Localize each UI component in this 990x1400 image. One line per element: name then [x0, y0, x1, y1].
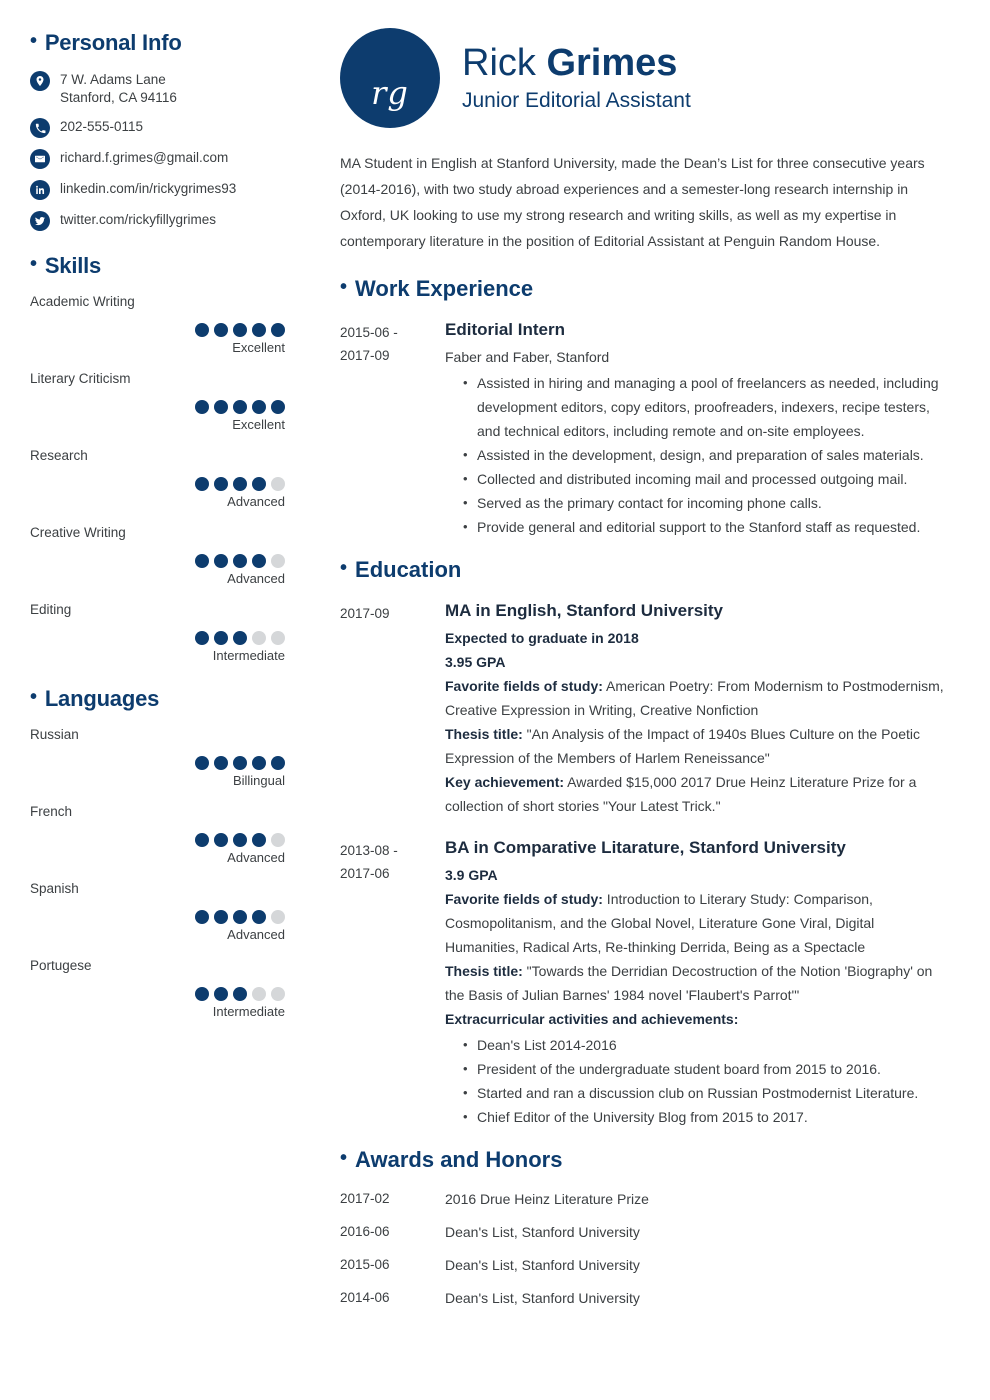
rating-dot-filled	[252, 477, 266, 491]
skill-item	[30, 601, 305, 664]
education-detail-line	[445, 887, 952, 959]
education-detail-label: Thesis title:	[445, 963, 523, 979]
skill-item	[30, 293, 305, 356]
skill-item-rating	[30, 631, 305, 664]
skill-item-level: Advanced	[227, 571, 285, 586]
award-name: Dean's List, Stanford University	[445, 1224, 640, 1240]
rating-dot-filled	[252, 554, 266, 568]
bullet-item: • Dean's List 2014-2016	[463, 1033, 952, 1057]
bullet-item: • Chief Editor of the University Blog from 2015 to 2017.	[463, 1105, 952, 1129]
awards-heading-label: Awards and Honors	[355, 1147, 563, 1172]
award-date: 2016-06	[340, 1224, 390, 1239]
education-entry-date	[340, 599, 445, 818]
education-strong-line: Expected to graduate in 2018	[445, 630, 639, 646]
education-entry-title: MA in English, Stanford University	[445, 601, 724, 620]
rating-dot-filled	[233, 477, 247, 491]
rating-dot-filled	[214, 554, 228, 568]
education-entry-body	[445, 836, 952, 1129]
heading-bullet-icon: •	[340, 557, 348, 579]
date-line-1: 2017-09	[340, 606, 390, 621]
contact-text-line2: Stanford, CA 94116	[60, 90, 177, 105]
avatar-monogram: rg	[340, 28, 440, 128]
work-experience-heading	[340, 276, 952, 302]
language-item-label: Russian	[30, 727, 79, 742]
envelope-icon	[30, 149, 50, 169]
award-row	[340, 1255, 952, 1275]
rating-dot-filled	[195, 987, 209, 1001]
date-line-1: 2015-06 -	[340, 325, 398, 340]
contact-text[interactable]: twitter.com/rickyfillygrimes	[60, 212, 217, 227]
award-row	[340, 1222, 952, 1242]
language-item-level: Billingual	[232, 773, 285, 788]
rating-dot-filled	[271, 400, 285, 414]
work-entry-date	[340, 318, 445, 539]
contact-list	[30, 70, 305, 231]
contact-row	[30, 70, 305, 107]
education-entry	[340, 836, 952, 1129]
contact-text[interactable]: 7 W. Adams Lane Stanford, CA 94116	[60, 72, 177, 105]
rating-dot-filled	[195, 910, 209, 924]
heading-bullet-icon: •	[340, 1147, 348, 1169]
awards-section	[340, 1147, 952, 1308]
rating-dot-empty	[271, 631, 285, 645]
education-detail-line	[445, 674, 952, 722]
education-detail-text: Introduction to Literary Study: Comparison, Cosmopolitanism, and the Global Novel, Literature Gone Viral, Digital Humanities, Radical Arts, Re-thinking Derrida, Being as a Spectacle	[445, 891, 875, 955]
bullet-item: • Assisted in the development, design, and preparation of sales materials.	[463, 443, 952, 467]
education-bullets-heading: Extracurricular activities and achievements:	[445, 1011, 739, 1027]
contact-text[interactable]: richard.f.grimes@gmail.com	[60, 150, 229, 165]
language-item-label: Spanish	[30, 881, 79, 896]
education-entry	[340, 599, 952, 818]
bullet-item: • Collected and distributed incoming mail and processed outgoing mail.	[463, 467, 952, 491]
rating-dot-filled	[233, 400, 247, 414]
bullet-item: • Served as the primary contact for incoming phone calls.	[463, 491, 952, 515]
skill-item-label: Editing	[30, 602, 72, 617]
education-detail-label: Favorite fields of study:	[445, 678, 603, 694]
skills-heading-label: Skills	[44, 253, 102, 278]
award-row	[340, 1189, 952, 1209]
education-detail-label: Thesis title:	[445, 726, 523, 742]
rating-dot-empty	[271, 554, 285, 568]
rating-dot-filled	[233, 910, 247, 924]
language-item	[30, 726, 305, 789]
page-title	[462, 41, 691, 85]
rating-dot-empty	[271, 910, 285, 924]
rating-dots[interactable]	[30, 987, 285, 1001]
rating-dots[interactable]	[30, 323, 285, 337]
rating-dot-filled	[214, 323, 228, 337]
rating-dot-filled	[252, 756, 266, 770]
language-item-rating	[30, 910, 305, 943]
profile-summary: MA Student in English at Stanford University, made the Dean’s List for three consecutive years (2014-2016), with two study abroad experiences and a semester-long research internship in Oxford, UK looking to use my strong research and writing skills, as well as my expertise in contemporary literature in the position of Editorial Assistant at Penguin Random House.	[340, 155, 925, 249]
last-name: Grimes	[546, 42, 678, 84]
languages-heading-label: Languages	[44, 686, 160, 711]
work-entry-list	[340, 318, 952, 539]
rating-dot-filled	[195, 554, 209, 568]
main-content	[330, 0, 990, 1400]
education-detail-line	[445, 722, 952, 770]
language-item-rating	[30, 756, 305, 789]
rating-dot-filled	[252, 323, 266, 337]
phone-icon	[30, 118, 50, 138]
skills-heading	[30, 253, 305, 279]
rating-dot-empty	[252, 987, 266, 1001]
heading-bullet-icon: •	[30, 30, 37, 52]
rating-dot-filled	[252, 833, 266, 847]
language-item	[30, 957, 305, 1020]
skill-item-rating	[30, 477, 305, 510]
bullet-item: • Provide general and editorial support to the Stanford staff as requested.	[463, 515, 952, 539]
education-detail-label: Favorite fields of study:	[445, 891, 603, 907]
contact-row	[30, 179, 305, 200]
rating-dots[interactable]	[30, 631, 285, 645]
education-detail-text: Awarded $15,000 2017 Drue Heinz Literature Prize for a collection of short stories "Your Latest Trick."	[445, 774, 917, 814]
education-entry-title: BA in Comparative Litarature, Stanford University	[445, 838, 846, 857]
education-strong-line: 3.95 GPA	[445, 654, 506, 670]
language-item-rating	[30, 833, 305, 866]
language-item-level: Intermediate	[212, 1004, 285, 1019]
rating-dots[interactable]	[30, 756, 285, 770]
language-item-label: Portugese	[30, 958, 92, 973]
rating-dot-filled	[252, 400, 266, 414]
award-name: Dean's List, Stanford University	[445, 1257, 640, 1273]
job-title: Junior Editorial Assistant	[462, 89, 691, 112]
education-detail-line	[445, 770, 952, 818]
location-pin-icon	[30, 71, 50, 91]
education-detail-line	[445, 959, 952, 1007]
rating-dot-filled	[271, 756, 285, 770]
rating-dot-filled	[214, 631, 228, 645]
rating-dot-empty	[271, 833, 285, 847]
date-line-2: 2017-09	[340, 348, 390, 363]
skill-item-level: Excellent	[232, 340, 285, 355]
award-name: Dean's List, Stanford University	[445, 1290, 640, 1306]
languages-list	[30, 726, 305, 1020]
language-item-level: Advanced	[227, 927, 285, 942]
twitter-icon	[30, 211, 50, 231]
rating-dot-empty	[271, 477, 285, 491]
skill-item	[30, 447, 305, 510]
rating-dot-filled	[271, 323, 285, 337]
skill-item	[30, 370, 305, 433]
awards-list	[340, 1189, 952, 1308]
awards-heading	[340, 1147, 952, 1173]
education-section	[340, 557, 952, 1129]
rating-dot-filled	[214, 910, 228, 924]
rating-dot-filled	[214, 756, 228, 770]
skill-item-rating	[30, 400, 305, 433]
contact-row	[30, 117, 305, 138]
skill-item-level: Excellent	[232, 417, 285, 432]
skill-item-rating	[30, 554, 305, 587]
language-item	[30, 803, 305, 866]
name-block	[462, 41, 691, 115]
contact-row	[30, 148, 305, 169]
rating-dots[interactable]	[30, 833, 285, 847]
skill-item	[30, 524, 305, 587]
contact-row	[30, 210, 305, 231]
education-heading-label: Education	[355, 557, 462, 582]
date-line-1: 2013-08 -	[340, 843, 398, 858]
rating-dot-filled	[214, 477, 228, 491]
education-detail-text: "An Analysis of the Impact of 1940s Blues Culture on the Poetic Expression of the Members of Harlem Reneissance"	[445, 726, 920, 766]
skill-item-level: Intermediate	[212, 648, 285, 663]
skill-item-label: Creative Writing	[30, 525, 126, 540]
work-entry-bullets	[445, 371, 952, 539]
education-entry-bullets	[445, 1033, 952, 1129]
skill-item-label: Academic Writing	[30, 294, 135, 309]
heading-bullet-icon: •	[30, 686, 37, 708]
work-entry	[340, 318, 952, 539]
education-entry-list	[340, 599, 952, 1129]
education-detail-text: American Poetry: From Modernism to Postmodernism, Creative Expression in Writing, Creative Nonfiction	[445, 678, 944, 718]
bullet-item: • Started and ran a discussion club on Russian Postmodernist Literature.	[463, 1081, 952, 1105]
work-experience-section	[340, 276, 952, 539]
personal-info-heading	[30, 30, 305, 56]
rating-dot-filled	[195, 323, 209, 337]
award-date: 2014-06	[340, 1290, 390, 1305]
work-entry-title: Editorial Intern	[445, 320, 565, 339]
skill-item-rating	[30, 323, 305, 356]
award-date: 2017-02	[340, 1191, 390, 1206]
heading-bullet-icon: •	[30, 253, 37, 275]
education-heading	[340, 557, 952, 583]
rating-dot-filled	[195, 631, 209, 645]
work-experience-heading-label: Work Experience	[355, 276, 534, 301]
rating-dot-filled	[195, 400, 209, 414]
bullet-item: • President of the undergraduate student board from 2015 to 2016.	[463, 1057, 952, 1081]
rating-dot-filled	[233, 833, 247, 847]
bullet-item: • Assisted in hiring and managing a pool of freelancers as needed, including development editors, copy editors, proofreaders, indexers, recipe testers, and technical editors, including remote and on-site employees.	[463, 371, 952, 443]
work-entry-employer: Faber and Faber, Stanford	[445, 349, 610, 365]
languages-heading	[30, 686, 305, 712]
education-strong-line: 3.9 GPA	[445, 867, 498, 883]
rating-dot-filled	[233, 631, 247, 645]
rating-dots[interactable]	[30, 400, 285, 414]
rating-dot-empty	[252, 631, 266, 645]
rating-dots[interactable]	[30, 477, 285, 491]
rating-dot-filled	[214, 833, 228, 847]
award-name: 2016 Drue Heinz Literature Prize	[445, 1191, 649, 1207]
award-row	[340, 1288, 952, 1308]
rating-dot-empty	[271, 987, 285, 1001]
education-entry-body	[445, 599, 952, 818]
skill-item-label: Research	[30, 448, 88, 463]
rating-dot-filled	[195, 477, 209, 491]
rating-dots[interactable]	[30, 910, 285, 924]
rating-dot-filled	[233, 554, 247, 568]
skills-list	[30, 293, 305, 664]
rating-dots[interactable]	[30, 554, 285, 568]
award-date: 2015-06	[340, 1257, 390, 1272]
sidebar	[0, 0, 330, 1400]
rating-dot-filled	[233, 987, 247, 1001]
contact-text[interactable]: linkedin.com/in/rickygrimes93	[60, 181, 237, 196]
header-name-row	[340, 28, 952, 128]
rating-dot-filled	[252, 910, 266, 924]
language-item-label: French	[30, 804, 73, 819]
education-detail-text: "Towards the Derridian Decostruction of the Notion 'Biography' on the Basis of Julian Barnes' 1984 novel 'Flaubert's Parrot'"	[445, 963, 933, 1003]
rating-dot-filled	[233, 756, 247, 770]
education-detail-label: Key achievement:	[445, 774, 565, 790]
first-name: Rick	[462, 42, 536, 84]
education-entry-date	[340, 836, 445, 1129]
skill-item-level: Advanced	[227, 494, 285, 509]
heading-bullet-icon: •	[340, 276, 348, 298]
language-item	[30, 880, 305, 943]
rating-dot-filled	[214, 400, 228, 414]
linkedin-icon	[30, 180, 50, 200]
rating-dot-filled	[214, 987, 228, 1001]
contact-text[interactable]: 202-555-0115	[60, 119, 144, 134]
date-line-2: 2017-06	[340, 866, 390, 881]
language-item-level: Advanced	[227, 850, 285, 865]
rating-dot-filled	[195, 833, 209, 847]
skill-item-label: Literary Criticism	[30, 371, 131, 386]
language-item-rating	[30, 987, 305, 1020]
rating-dot-filled	[233, 323, 247, 337]
rating-dot-filled	[195, 756, 209, 770]
work-entry-body	[445, 318, 952, 539]
personal-info-heading-label: Personal Info	[44, 30, 182, 55]
